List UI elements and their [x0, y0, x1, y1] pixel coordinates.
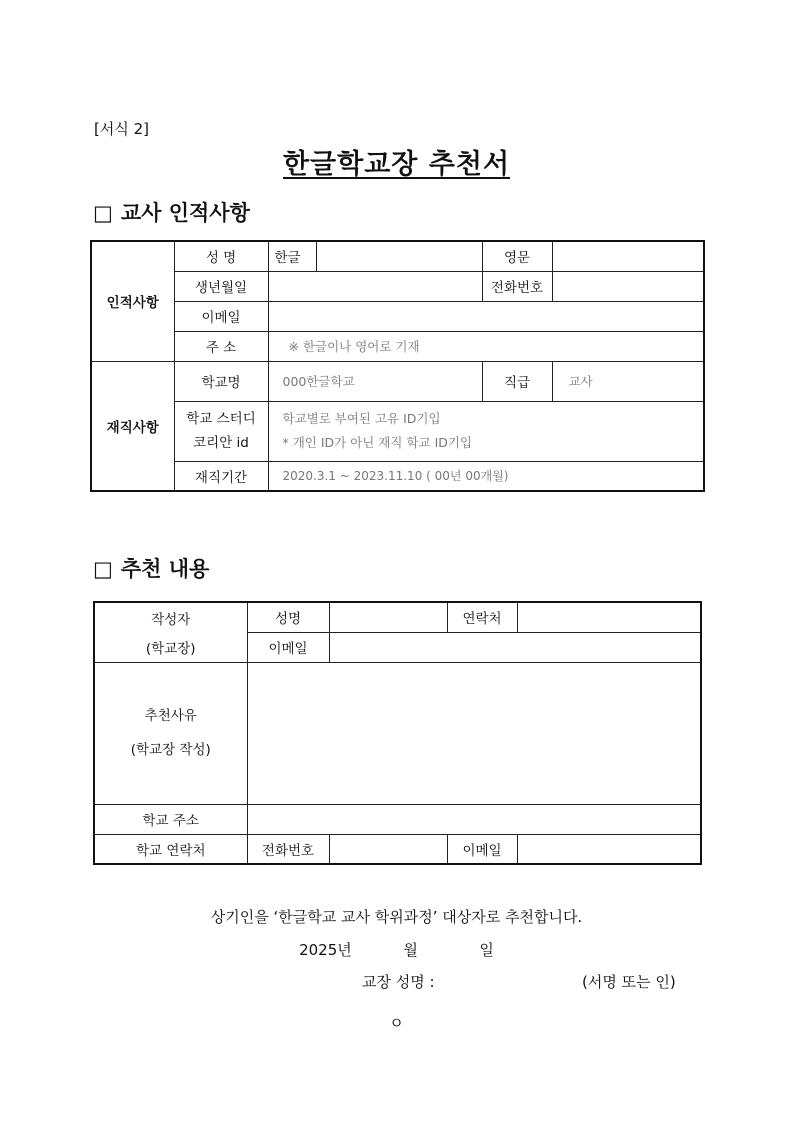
employment-group-label: 재직사항 [91, 361, 174, 491]
end-mark: ㅇ [389, 1014, 404, 1032]
period-field[interactable] [268, 461, 704, 491]
position-value: 교사 [568, 374, 593, 389]
address-label: 주 소 [174, 331, 268, 361]
reason-label [94, 662, 247, 804]
school-email-label: 이메일 [447, 834, 517, 864]
name-korean-label: 한글 [268, 241, 316, 271]
school-phone-label: 전화번호 [247, 834, 329, 864]
signature-label: (서명 또는 인) [582, 973, 676, 991]
birth-field[interactable] [268, 271, 482, 301]
school-address-label: 학교 주소 [94, 804, 247, 834]
birth-label: 생년월일 [174, 271, 268, 301]
school-value: 000한글학교 [282, 374, 355, 389]
date-year: 2025년 [299, 941, 352, 959]
name-korean-field[interactable] [316, 241, 482, 271]
document-title: 한글학교장 추천서 [282, 149, 511, 180]
school-field[interactable] [268, 361, 482, 401]
writer-contact-field[interactable] [517, 602, 701, 632]
writer-name-label: 성명 [247, 602, 329, 632]
position-label: 직급 [482, 361, 552, 401]
id-hint-line1: 학교별로 부여된 고유 ID기입 [282, 411, 441, 426]
address-hint: ※ 한글이나 영어로 기재 [288, 339, 420, 354]
writer-label-line1: 작성자 [94, 602, 247, 632]
name-english-field[interactable] [552, 241, 704, 271]
reason-label-line1: 추천사유 [144, 708, 197, 724]
phone-field[interactable] [552, 271, 704, 301]
form-number: [서식 2] [94, 120, 149, 138]
section-title: 교사 인적사항 [120, 201, 250, 225]
checkbox-square-icon: □ [93, 557, 113, 581]
name-label: 성 명 [174, 241, 268, 271]
section-teacher-info-heading [93, 197, 250, 227]
school-address-field[interactable] [247, 804, 701, 834]
id-label-line2: 코리안 id [193, 435, 249, 451]
personal-group-label: 인적사항 [91, 241, 174, 361]
school-contact-label: 학교 연락처 [94, 834, 247, 864]
phone-label: 전화번호 [482, 271, 552, 301]
teacher-info-table [90, 240, 705, 492]
checkbox-square-icon: □ [93, 201, 113, 225]
section-title: 추천 내용 [120, 557, 210, 581]
study-korean-id-field[interactable] [268, 401, 704, 461]
period-value: 2020.3.1 ~ 2023.11.10 ( 00년 00개월) [282, 469, 509, 484]
id-label-line1: 학교 스터디 [186, 411, 256, 427]
reason-label-line2: (학교장 작성) [130, 742, 211, 758]
reason-field[interactable] [247, 662, 701, 804]
position-field[interactable] [552, 361, 704, 401]
writer-contact-label: 연락처 [447, 602, 517, 632]
school-label: 학교명 [174, 361, 268, 401]
date-line [0, 939, 793, 960]
email-label: 이메일 [174, 301, 268, 331]
writer-email-field[interactable] [329, 632, 701, 662]
school-email-field[interactable] [517, 834, 701, 864]
date-day: 일 [479, 941, 494, 959]
recommendation-table [93, 601, 702, 865]
writer-name-field[interactable] [329, 602, 447, 632]
school-phone-field[interactable] [329, 834, 447, 864]
address-field[interactable] [268, 331, 704, 361]
date-month: 월 [403, 941, 418, 959]
period-label: 재직기간 [174, 461, 268, 491]
writer-label-line2: (학교장) [94, 632, 247, 662]
name-english-label: 영문 [482, 241, 552, 271]
section-recommendation-heading [93, 553, 209, 583]
principal-name-label: 교장 성명 : [362, 973, 435, 991]
writer-email-label: 이메일 [247, 632, 329, 662]
email-field[interactable] [268, 301, 704, 331]
id-hint-line2: * 개인 ID가 아닌 재직 학교 ID기입 [282, 435, 473, 450]
recommendation-statement: 상기인을 ‘한글학교 교사 학위과정’ 대상자로 추천합니다. [210, 908, 583, 926]
study-korean-id-label [174, 401, 268, 461]
